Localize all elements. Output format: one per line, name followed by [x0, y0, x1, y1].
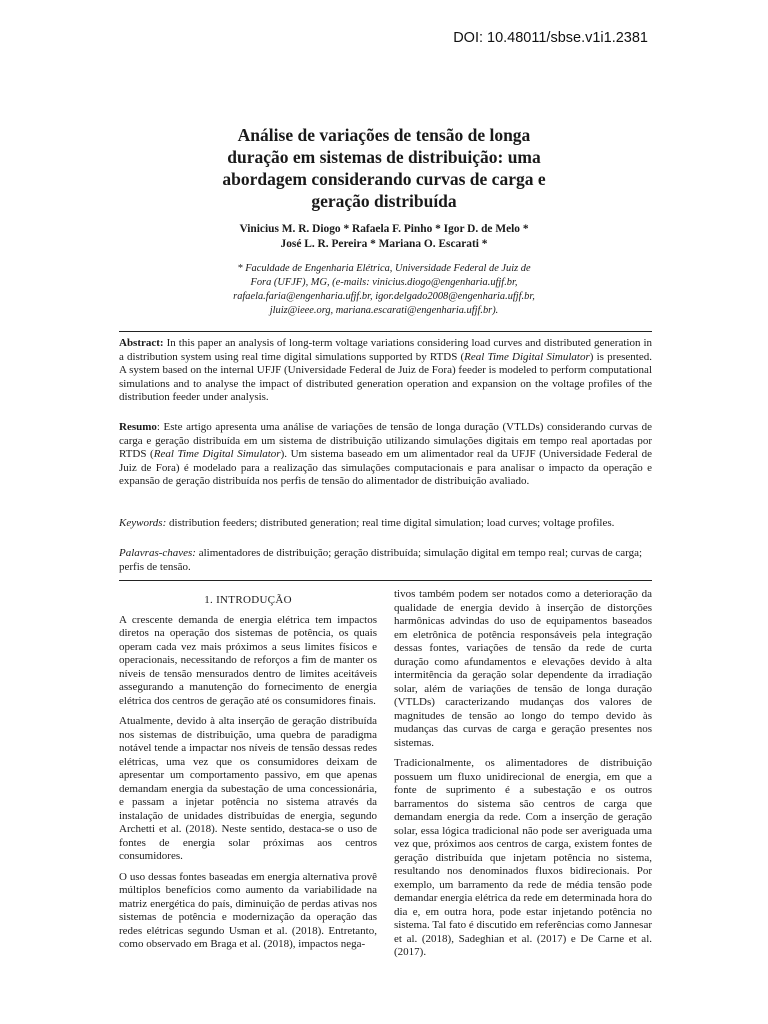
paragraph: tivos também podem ser notados como a deterioração da qualidade de energia devido à inserção de distorções harmônicas advindas do uso de equipamentos baseados em eletrônica de potência responsáveis pela integração dessas fontes, variações de tensão da rede de curta duração como afundamentos e elevações devido à alta intermitência da geração solar dependente da irradiação solar, além de variações de tensão de longa duração (VTLDs) caracterizando mudanças dos valores de magnitudes de tensão ao longo do tempo devido às mudanças das curvas de carga e geração presentes nos sistemas.: [394, 588, 652, 749]
palavras-chaves: [119, 547, 652, 574]
paragraph: Tradicionalmente, os alimentadores de distribuição possuem um fluxo unidirecional de energia, em que a fonte de suprimento é a subestação e os outros barramentos do sistema são centros de carga que demandam energia da rede. Com a inserção de geração solar, essa lógica tradicional não pode ser averiguada uma vez que, próximos aos centros de carga, existem fontes de geração distribuída que injetam potência no sistema, resultando nos denominados fluxos bidirecionais. Por exemplo, um barramento da rede de média tensão pode demandar energia elétrica da rede em determinada hora do dia e, em outra hora, pode estar injetando potência no sistema. Tal fato é discutido em referências como Jannesar et al. (2018), Sadeghian et al. (2017) e De Carne et al. (2017).: [394, 757, 652, 958]
resumo-italic: Real Time Digital Simulator: [153, 448, 281, 461]
author-list: [150, 222, 618, 252]
paragraph: Atualmente, devido à alta inserção de geração distribuída nos sistemas de distribuição, uma quebra de paradigma notável tende a impactar nos níveis de tensão dessas redes elétricas, uma vez que os consumidores deixam de apresentar um comportamento passivo, em que apenas demandam energia da subestação de uma concessionária, e passam a injetar potência no sistema através da instalação de unidades distribuídas de energia, segundo Archetti et al. (2018). Neste sentido, destaca-se o uso de fontes de energia solar próximas aos centros consumidores.: [119, 715, 377, 862]
keywords-label: Keywords:: [119, 517, 167, 529]
left-column: [119, 590, 377, 959]
affiliation: [170, 262, 598, 318]
top-divider: [119, 331, 652, 332]
abstract-italic: Real Time Digital Simulator: [464, 350, 590, 363]
resumo: [119, 421, 652, 489]
palavras-chaves-text: alimentadores de distribuição; geração distribuída; simulação digital em tempo real; curvas de carga; perfis de tensão.: [119, 547, 643, 573]
paragraph: O uso dessas fontes baseadas em energia alternativa provê múltiplos benefícios como aumento da variabilidade na matriz energética do país, diminuição de perdas ativas nos sistemas de potência e modernização da operação das redes elétricas segundo Usman et al. (2018). Entretanto, como observado em Braga et al. (2018), impactos nega-: [119, 870, 377, 950]
palavras-chaves-label: Palavras-chaves:: [119, 547, 196, 559]
paper-title: [150, 124, 618, 212]
resumo-label: Resumo: [119, 421, 157, 433]
abstract: [119, 337, 652, 405]
paragraph: A crescente demanda de energia elétrica tem impactos diretos na operação dos sistemas de potência, os quais operam cada vez mais próximos a seus limites físicos e operacionais, necessitando de reforços a fim de manter os níveis de tensão mensurados dentro de limites aceitáveis assegurando a manutenção do fornecimento de energia elétrica dos centros de geração até os consumidores finais.: [119, 613, 377, 707]
affiliation-line: * Faculdade de Engenharia Elétrica, Universidade Federal de Juiz de: [237, 263, 531, 274]
affiliation-line: rafaela.faria@engenharia.ufjf.br, igor.delgado2008@engenharia.ufjf.br,: [233, 291, 535, 302]
title-line: geração distribuída: [311, 191, 457, 211]
author-line: Vinicius M. R. Diogo * Rafaela F. Pinho * Igor D. de Melo *: [239, 223, 529, 235]
abstract-label: Abstract:: [119, 337, 164, 349]
resumo-text-end: ). Um sistema baseado em um alimentador real da UFJF (Universidade Federal de Juiz de Fora) é modelado para a realização das simulações computacionais e para analisar o impacto da operação e expansão de geração distribuída nos perfis de tensão do alimentador de distribuição avaliado.: [119, 448, 652, 488]
resumo-text: : Este artigo apresenta uma análise de variações de tensão de longa duração (VTLDs) considerando curvas de carga e geração distribuída em um sistema de distribuição utilizando simulações digitais em tempo real aportadas por RTDS (: [119, 421, 652, 461]
author-line: José L. R. Pereira * Mariana O. Escarati *: [280, 238, 488, 250]
doi-label: DOI: 10.48011/sbse.v1i1.2381: [453, 30, 648, 46]
affiliation-line: jluiz@ieee.org, mariana.escarati@engenharia.ufjf.br).: [269, 305, 499, 316]
affiliation-line: Fora (UFJF), MG, (e-mails: vinicius.diogo@engenharia.ufjf.br,: [250, 277, 518, 288]
bottom-divider: [119, 580, 652, 581]
right-column: [394, 588, 652, 967]
section-heading: 1. INTRODUÇÃO: [204, 594, 292, 606]
keywords: [119, 517, 652, 531]
abstract-text: In this paper an analysis of long-term voltage variations considering load curves and distributed generation in a distribution system using real time digital simulations supported by RTDS (: [119, 337, 652, 363]
title-line: abordagem considerando curvas de carga e: [222, 169, 546, 189]
keywords-text: distribution feeders; distributed generation; real time digital simulation; load curves; voltage profiles.: [166, 517, 615, 529]
title-line: Análise de variações de tensão de longa: [237, 125, 531, 145]
title-line: duração em sistemas de distribuição: uma: [227, 147, 541, 167]
abstract-text-end: ) is presented. A system based on the internal UFJF (Universidade Federal de Juiz de Fora) feeder is modeled to perform computational simulations and to analyse the impact of distributed generation operation and expansion on the voltage profiles of the distribution feeder under analysis.: [119, 350, 652, 404]
